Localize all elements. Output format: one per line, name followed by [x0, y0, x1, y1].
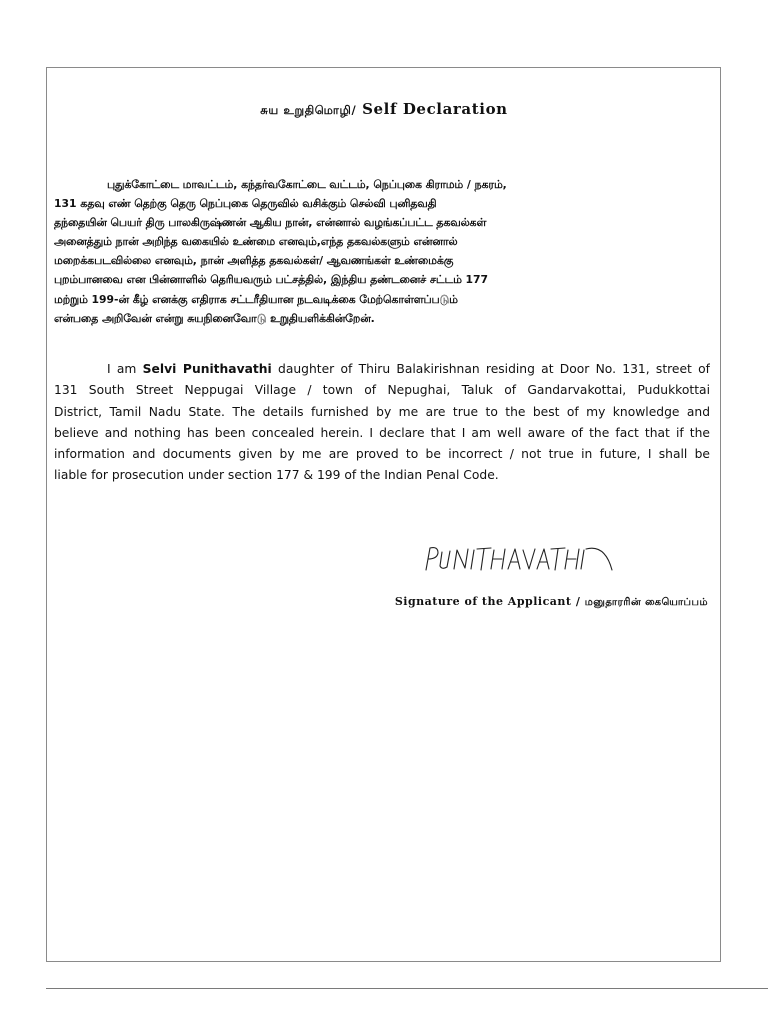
- tamil-line: என்பதை அறிவேன் என்று சுயநினைவோடு உறுதியளிக்கின்றேன்.: [54, 311, 375, 325]
- tamil-line: புதுக்கோட்டை மாவட்டம், கந்தர்வகோட்டை வட்டம், நெப்புகை கிராமம் / நகரம்,: [107, 178, 507, 191]
- tamil-line: அனைத்தும் நான் அறிந்த வகையில் உண்மை எனவும்,எந்த தகவல்களும் என்னால்: [54, 235, 458, 249]
- document-title-english: Self Declaration: [362, 100, 508, 118]
- english-line: information and documents given by me are proved to be incorrect / not true in future, I shall be: [54, 447, 710, 462]
- applicant-name: Selvi Punithavathi: [142, 362, 272, 376]
- document-title: [0, 100, 768, 119]
- signature-caption: [395, 595, 708, 609]
- document-title-tamil: சுய உறுதிமொழி/: [260, 103, 357, 117]
- english-declaration-paragraph: [54, 359, 710, 487]
- english-line: 131 South Street Neppugai Village / town of Nepughai, Taluk of Gandarvakottai, Pudukkottai: [54, 383, 710, 398]
- tamil-line: மறைக்கபடவில்லை எனவும், நான் அளித்த தகவல்கள்/ ஆவணங்கள் உண்மைக்கு: [54, 254, 454, 268]
- english-line: [54, 359, 710, 380]
- tamil-line: 131 கதவு எண் தெற்கு தெரு நெப்புகை தெருவில் வசிக்கும் செல்வி புனிதவதி: [54, 197, 437, 211]
- signature-caption-tamil: மனுதாரரின் கையொப்பம்: [584, 597, 708, 608]
- tamil-line: மற்றும் 199-ன் கீழ் எனக்கு எதிராக சட்டரீதியான நடவடிக்கை மேற்கொள்ளப்படும்: [54, 292, 458, 306]
- english-line: District, Tamil Nadu State. The details furnished by me are true to the best of my knowledge and: [54, 404, 710, 419]
- page-bottom-divider: [46, 988, 768, 989]
- english-line-prefix: I am: [107, 362, 143, 376]
- tamil-line: புறம்பானவை என பின்னாளில் தெரியவரும் பட்சத்தில், இந்திய தண்டனைச் சட்டம் 177: [54, 273, 489, 287]
- tamil-declaration-paragraph: [54, 175, 710, 328]
- tamil-line: தந்தையின் பெயர் திரு பாலகிருஷ்ணன் ஆகிய நான், என்னால் வழங்கப்பட்ட தகவல்கள்: [54, 216, 487, 230]
- applicant-signature: [420, 540, 620, 580]
- english-line: believe and nothing has been concealed herein. I declare that I am well aware of the fact that if the: [54, 425, 710, 440]
- signature-caption-english: Signature of the Applicant /: [394, 595, 581, 608]
- english-line-suffix: daughter of Thiru Balakirishnan residing at Door No. 131, street of: [271, 362, 710, 376]
- english-line: liable for prosecution under section 177 & 199 of the Indian Penal Code.: [54, 468, 499, 483]
